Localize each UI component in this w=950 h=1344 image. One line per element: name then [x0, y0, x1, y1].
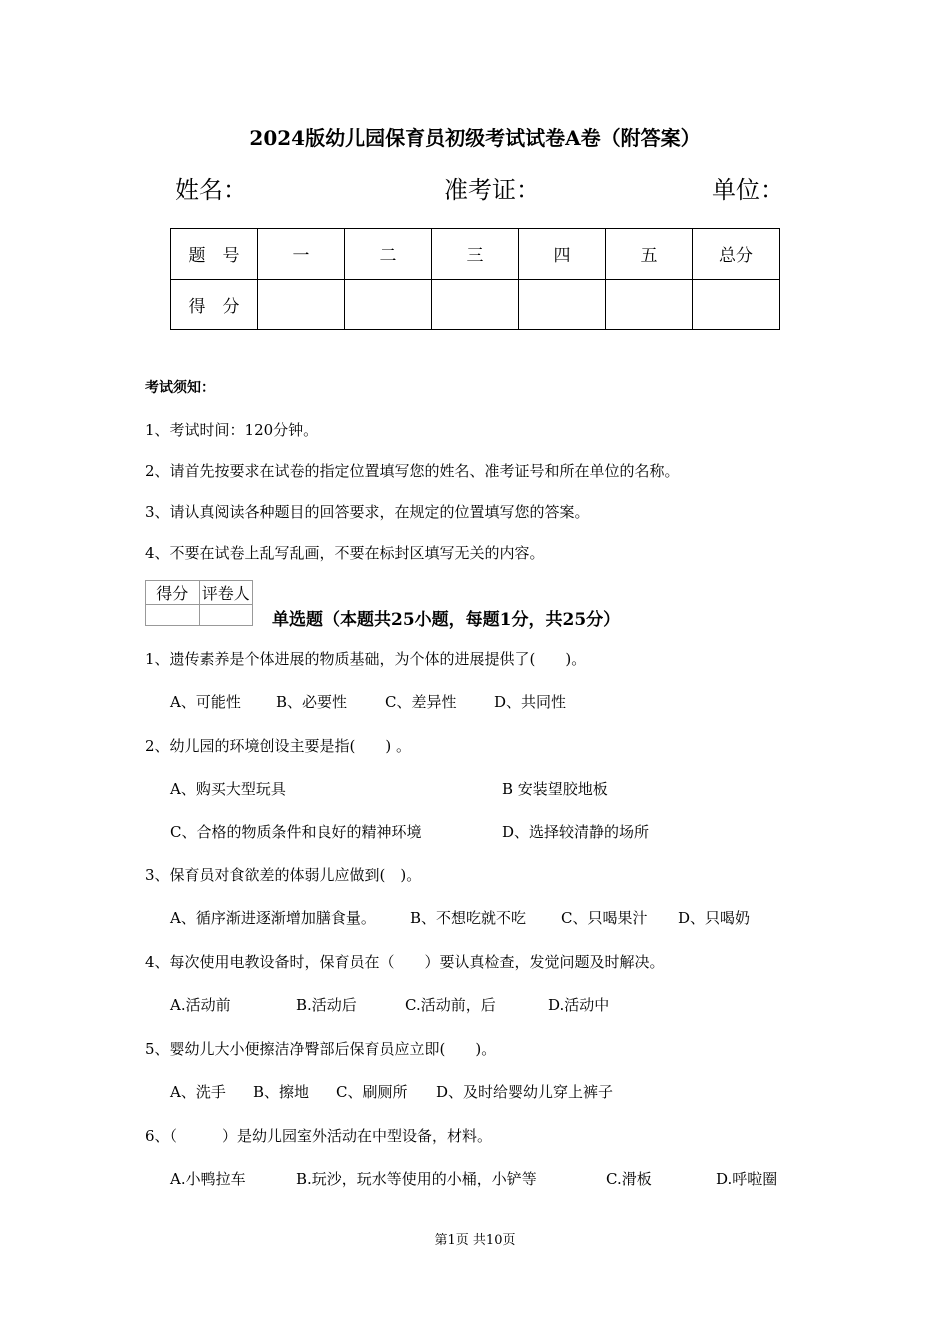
- score-table-score-row: [171, 279, 780, 330]
- name-field-label: 姓名：: [175, 176, 247, 204]
- section-title: 单选题（本题共25小题，每题1分，共25分）: [272, 610, 621, 630]
- option: C、刷厕所: [336, 1083, 408, 1101]
- option: B.活动后: [296, 996, 357, 1014]
- option: A、可能性: [170, 693, 241, 711]
- score-header-cell: 四: [519, 229, 606, 280]
- option: C、合格的物质条件和良好的精神环境: [170, 823, 422, 841]
- grader-name-cell: [199, 605, 253, 626]
- question-text: 2、幼儿园的环境创设主要是指( ) 。: [145, 737, 412, 755]
- score-table: [170, 228, 780, 330]
- option: B、必要性: [276, 693, 348, 711]
- exam-title: 2024版幼儿园保育员初级考试试卷A卷（附答案）: [249, 126, 701, 150]
- option: D.呼啦圈: [716, 1170, 778, 1188]
- question-text: 6、（ ）是幼儿园室外活动在中型设备，材料。: [145, 1127, 493, 1145]
- option: D、共同性: [494, 693, 567, 711]
- grader-name-label: 评卷人: [199, 581, 253, 605]
- option: A、洗手: [170, 1083, 226, 1101]
- option: D、选择较清静的场所: [502, 823, 650, 841]
- score-cell: [693, 279, 780, 330]
- grader-score-cell: [146, 605, 200, 626]
- unit-field-label: 单位：: [712, 176, 784, 204]
- question-text: 3、保育员对食欲差的体弱儿应做到( )。: [145, 866, 422, 884]
- score-header-cell: 题 号: [171, 229, 258, 280]
- notice-item: 3、请认真阅读各种题目的回答要求，在规定的位置填写您的答案。: [145, 503, 590, 521]
- score-header-cell: 总分: [693, 229, 780, 280]
- option: D、只喝奶: [678, 909, 751, 927]
- score-cell: [606, 279, 693, 330]
- question-text: 1、遗传素养是个体进展的物质基础，为个体的进展提供了( )。: [145, 650, 587, 668]
- option: C.活动前，后: [405, 996, 496, 1014]
- question-text: 4、每次使用电教设备时，保育员在（ ）要认真检查，发觉问题及时解决。: [145, 953, 665, 971]
- option: A、购买大型玩具: [170, 780, 286, 798]
- page-footer: 第1页 共10页: [434, 1233, 516, 1248]
- option: B、擦地: [253, 1083, 310, 1101]
- option: A、循序渐进逐渐增加膳食量。: [170, 909, 376, 927]
- notice-heading: 考试须知：: [145, 380, 215, 396]
- score-row-label: 得 分: [171, 279, 258, 330]
- score-cell: [345, 279, 432, 330]
- question-text: 5、婴幼儿大小便擦洁净臀部后保育员应立即( )。: [145, 1040, 497, 1058]
- score-table-header-row: [171, 229, 780, 280]
- option: A.活动前: [170, 996, 231, 1014]
- score-header-cell: 一: [258, 229, 345, 280]
- notice-item: 1、考试时间：120分钟。: [145, 421, 319, 439]
- option: B.玩沙，玩水等使用的小桶，小铲等: [296, 1170, 537, 1188]
- score-cell: [519, 279, 606, 330]
- score-header-cell: 三: [432, 229, 519, 280]
- notice-item: 4、不要在试卷上乱写乱画，不要在标封区填写无关的内容。: [145, 544, 545, 562]
- score-cell: [258, 279, 345, 330]
- option: C.滑板: [606, 1170, 652, 1188]
- option: D、及时给婴幼儿穿上裤子: [436, 1083, 614, 1101]
- notice-item: 2、请首先按要求在试卷的指定位置填写您的姓名、准考证号和所在单位的名称。: [145, 462, 680, 480]
- grader-box: [145, 580, 253, 626]
- option: C、只喝果汁: [561, 909, 648, 927]
- grader-score-label: 得分: [146, 581, 200, 605]
- option: B、不想吃就不吃: [410, 909, 527, 927]
- option: D.活动中: [548, 996, 610, 1014]
- score-header-cell: 五: [606, 229, 693, 280]
- option: B 安装望胶地板: [502, 780, 608, 798]
- score-cell: [432, 279, 519, 330]
- score-header-cell: 二: [345, 229, 432, 280]
- exam-number-field-label: 准考证：: [444, 176, 540, 204]
- option: A.小鸭拉车: [170, 1170, 246, 1188]
- option: C、差异性: [385, 693, 457, 711]
